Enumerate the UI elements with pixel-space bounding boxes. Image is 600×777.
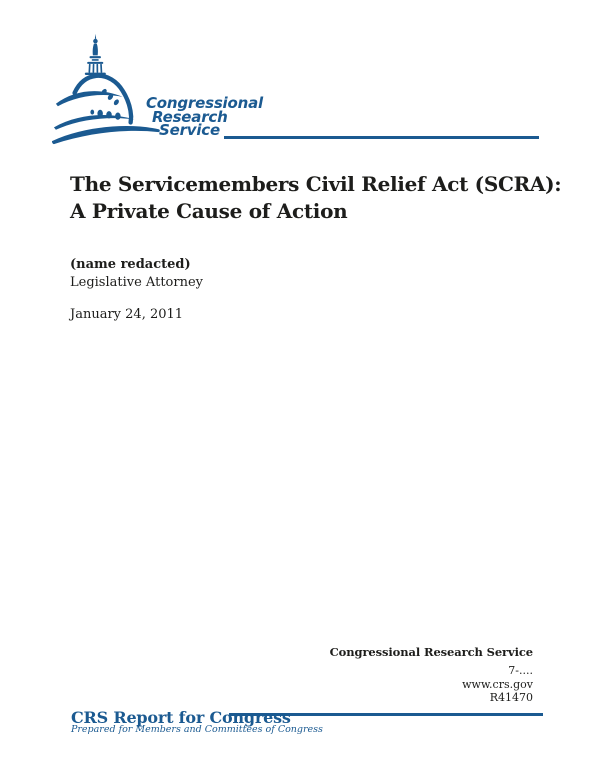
author-role: Legislative Attorney <box>70 275 203 290</box>
report-date: January 24, 2011 <box>70 307 184 322</box>
footer-phone: 7-.... <box>508 664 533 677</box>
crs-report-banner: CRS Report for Congress <box>71 708 291 727</box>
footer-website: www.crs.gov <box>462 677 533 691</box>
report-title-line-1: The Servicemembers Civil Relief Act (SCRA): <box>70 172 562 196</box>
footer-contact-block <box>330 645 533 705</box>
report-number: R41470 <box>489 691 533 704</box>
byline-block <box>70 256 203 324</box>
report-title <box>70 171 570 225</box>
logo-line-service: Service <box>159 121 220 139</box>
crs-report-tagline: Prepared for Members and Committees of Congress <box>71 724 323 735</box>
report-title-line-2: A Private Cause of Action <box>70 199 348 223</box>
footer-org-name: Congressional Research Service <box>329 645 533 659</box>
logo-line-congressional: Congressional <box>146 94 263 112</box>
header-divider-rule <box>224 136 539 139</box>
logo-line-research: Research <box>152 107 228 126</box>
crs-logo-wordmark <box>146 94 263 139</box>
author-name: (name redacted) <box>70 257 191 272</box>
